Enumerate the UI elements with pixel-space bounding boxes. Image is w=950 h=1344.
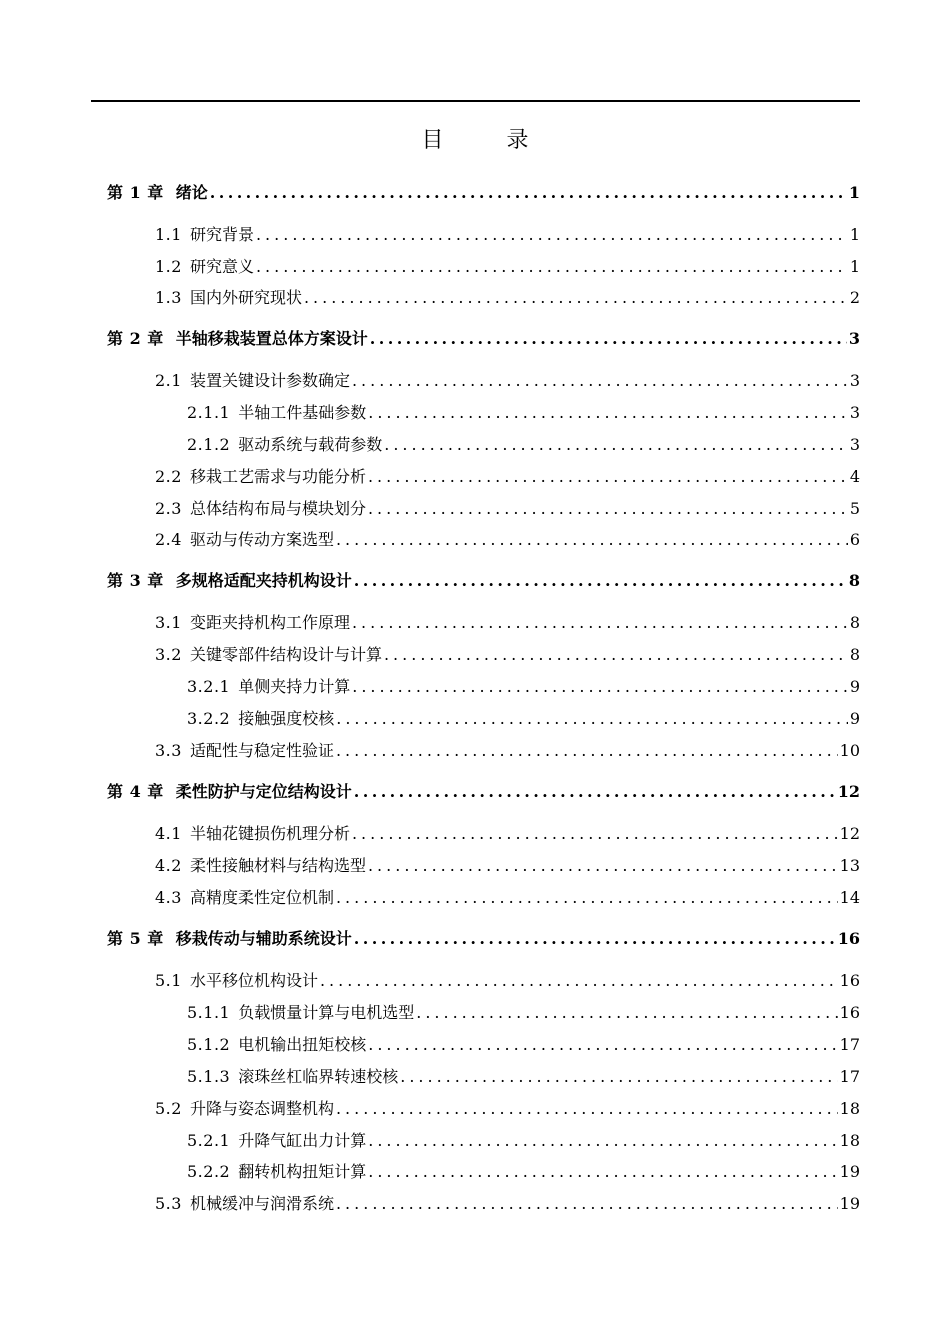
toc-dot-leader bbox=[368, 1162, 837, 1181]
toc-page-number: 13 bbox=[839, 856, 860, 875]
toc-dot-leader bbox=[352, 613, 848, 632]
toc-entry-title: 驱动系统与载荷参数 bbox=[238, 435, 383, 454]
toc-dot-leader bbox=[354, 929, 836, 948]
toc-dot-leader bbox=[336, 888, 838, 907]
toc-page-number: 17 bbox=[839, 1035, 860, 1054]
toc-entry-title: 驱动与传动方案选型 bbox=[189, 530, 334, 549]
toc-entry-title: 关键零部件结构设计与计算 bbox=[189, 645, 382, 664]
toc-page-number: 8 bbox=[849, 613, 860, 632]
toc-entry-number: 5.1.2 bbox=[187, 1035, 231, 1054]
toc-dot-leader bbox=[256, 257, 848, 276]
toc-dot-leader bbox=[354, 571, 847, 590]
toc-entry-title: 多规格适配夹持机构设计 bbox=[175, 571, 352, 590]
toc-entry-number: 5.3 bbox=[155, 1194, 182, 1213]
toc-page-number: 19 bbox=[839, 1162, 860, 1181]
toc-entry-title: 变距夹持机构工作原理 bbox=[189, 613, 350, 632]
toc-section-entry[interactable] bbox=[155, 610, 860, 633]
toc-page-number: 16 bbox=[839, 1003, 860, 1022]
toc-dot-leader bbox=[336, 1194, 838, 1213]
toc-page-number: 9 bbox=[849, 677, 860, 696]
toc-entry-title: 翻转机构扭矩计算 bbox=[238, 1162, 367, 1181]
toc-entry-title: 研究意义 bbox=[189, 257, 254, 276]
toc-section-entry[interactable] bbox=[187, 674, 860, 697]
toc-dot-leader bbox=[416, 1003, 837, 1022]
toc-dot-leader bbox=[320, 971, 838, 990]
toc-dot-leader bbox=[370, 329, 847, 348]
toc-section-entry[interactable] bbox=[187, 400, 860, 423]
toc-entry-title: 升降与姿态调整机构 bbox=[189, 1099, 334, 1118]
toc-entry-title: 总体结构布局与模块划分 bbox=[189, 499, 366, 518]
toc-entry-number: 5.1.1 bbox=[187, 1003, 231, 1022]
toc-entry-title: 绪论 bbox=[175, 183, 208, 202]
toc-page-number: 2 bbox=[849, 288, 860, 307]
toc-dot-leader bbox=[368, 467, 848, 486]
toc-entry-number: 第 5 章 bbox=[107, 929, 164, 948]
toc-dot-leader bbox=[368, 1131, 837, 1150]
toc-dot-leader bbox=[384, 435, 848, 454]
toc-page-number: 17 bbox=[839, 1067, 860, 1086]
toc-section-entry[interactable] bbox=[155, 464, 860, 487]
toc-section-entry[interactable] bbox=[155, 1191, 860, 1214]
toc-page-number: 10 bbox=[839, 741, 860, 760]
toc-section-entry[interactable] bbox=[155, 254, 860, 277]
toc-entry-title: 半轴移栽装置总体方案设计 bbox=[175, 329, 368, 348]
toc-chapter-entry[interactable] bbox=[107, 568, 860, 591]
toc-page-number: 3 bbox=[849, 371, 860, 390]
toc-entry-number: 2.3 bbox=[155, 499, 182, 518]
toc-section-entry[interactable] bbox=[187, 1000, 860, 1023]
toc-entry-number: 4.1 bbox=[155, 824, 182, 843]
toc-page-number: 16 bbox=[837, 929, 860, 948]
toc-entry-number: 第 3 章 bbox=[107, 571, 164, 590]
toc-dot-leader bbox=[352, 371, 848, 390]
toc-page-number: 18 bbox=[839, 1099, 860, 1118]
toc-entry-number: 3.2.2 bbox=[187, 709, 231, 728]
toc-page-number: 9 bbox=[849, 709, 860, 728]
toc-entry-title: 移栽传动与辅助系统设计 bbox=[175, 929, 352, 948]
toc-dot-leader bbox=[336, 1099, 838, 1118]
toc-entry-number: 4.3 bbox=[155, 888, 182, 907]
toc-entry-number: 5.1.3 bbox=[187, 1067, 231, 1086]
toc-entry-title: 高精度柔性定位机制 bbox=[189, 888, 334, 907]
toc-page-number: 3 bbox=[849, 403, 860, 422]
toc-page-number: 1 bbox=[849, 225, 860, 244]
toc-dot-leader bbox=[368, 856, 838, 875]
toc-page-number: 16 bbox=[839, 971, 860, 990]
toc-page-number: 3 bbox=[849, 435, 860, 454]
toc-entry-title: 柔性防护与定位结构设计 bbox=[175, 782, 352, 801]
toc-entry-title: 电机输出扭矩校核 bbox=[238, 1035, 367, 1054]
toc-dot-leader bbox=[384, 645, 848, 664]
toc-entry-title: 适配性与稳定性验证 bbox=[189, 741, 334, 760]
toc-entry-title: 负载惯量计算与电机选型 bbox=[238, 1003, 415, 1022]
toc-chapter-entry[interactable] bbox=[107, 926, 860, 949]
toc-entry-number: 2.4 bbox=[155, 530, 182, 549]
toc-entry-title: 单侧夹持力计算 bbox=[238, 677, 351, 696]
toc-section-entry[interactable] bbox=[155, 738, 860, 761]
toc-entry-title: 机械缓冲与润滑系统 bbox=[189, 1194, 334, 1213]
toc-entry-number: 3.2.1 bbox=[187, 677, 231, 696]
toc-page-number: 12 bbox=[839, 824, 860, 843]
toc-entry-number: 1.3 bbox=[155, 288, 182, 307]
toc-entry-number: 3.3 bbox=[155, 741, 182, 760]
toc-page-number: 12 bbox=[837, 782, 860, 801]
toc-dot-leader bbox=[336, 741, 838, 760]
toc-section-entry[interactable] bbox=[187, 1159, 860, 1182]
toc-section-entry[interactable] bbox=[155, 821, 860, 844]
header-rule bbox=[91, 100, 860, 102]
toc-section-entry[interactable] bbox=[155, 1096, 860, 1119]
toc-dot-leader bbox=[368, 499, 848, 518]
toc-entry-number: 5.2.1 bbox=[187, 1131, 231, 1150]
toc-entry-title: 装置关键设计参数确定 bbox=[189, 371, 350, 390]
toc-page-number: 19 bbox=[839, 1194, 860, 1213]
toc-section-entry[interactable] bbox=[187, 432, 860, 455]
toc-section-entry[interactable] bbox=[155, 222, 860, 245]
toc-section-entry[interactable] bbox=[155, 642, 860, 665]
toc-dot-leader bbox=[352, 824, 838, 843]
toc-chapter-entry[interactable] bbox=[107, 326, 860, 349]
toc-dot-leader bbox=[336, 530, 848, 549]
toc-entry-title: 半轴工件基础参数 bbox=[238, 403, 367, 422]
toc-entry-title: 接触强度校核 bbox=[238, 709, 335, 728]
toc-section-entry[interactable] bbox=[187, 1064, 860, 1087]
toc-entry-number: 5.2.2 bbox=[187, 1162, 231, 1181]
toc-dot-leader bbox=[368, 1035, 837, 1054]
toc-dot-leader bbox=[256, 225, 848, 244]
toc-dot-leader bbox=[352, 677, 848, 696]
toc-entry-title: 升降气缸出力计算 bbox=[238, 1131, 367, 1150]
toc-page-number: 5 bbox=[849, 499, 860, 518]
toc-section-entry[interactable] bbox=[155, 527, 860, 550]
toc-entry-number: 第 1 章 bbox=[107, 183, 164, 202]
toc-section-entry[interactable] bbox=[155, 496, 860, 519]
toc-section-entry[interactable] bbox=[155, 885, 860, 908]
toc-page-number: 8 bbox=[848, 571, 860, 590]
toc-section-entry[interactable] bbox=[155, 853, 860, 876]
toc-entry-title: 水平移位机构设计 bbox=[189, 971, 318, 990]
toc-chapter-entry[interactable] bbox=[107, 779, 860, 802]
toc-section-entry[interactable] bbox=[155, 968, 860, 991]
toc-section-entry[interactable] bbox=[187, 706, 860, 729]
toc-page-number: 4 bbox=[849, 467, 860, 486]
toc-dot-leader bbox=[304, 288, 848, 307]
toc-section-entry[interactable] bbox=[187, 1128, 860, 1151]
toc-page-number: 6 bbox=[849, 530, 860, 549]
toc-entry-title: 移栽工艺需求与功能分析 bbox=[189, 467, 366, 486]
toc-dot-leader bbox=[368, 403, 848, 422]
toc-entry-number: 1.1 bbox=[155, 225, 182, 244]
toc-page-number: 8 bbox=[849, 645, 860, 664]
page-title: 目 录 bbox=[421, 128, 557, 153]
toc-chapter-entry[interactable] bbox=[107, 180, 860, 203]
toc-entry-number: 2.1.1 bbox=[187, 403, 231, 422]
toc-entry-number: 3.2 bbox=[155, 645, 182, 664]
toc-entry-number: 4.2 bbox=[155, 856, 182, 875]
toc-entry-number: 第 4 章 bbox=[107, 782, 164, 801]
toc-entry-title: 滚珠丝杠临界转速校核 bbox=[238, 1067, 399, 1086]
toc-entry-number: 2.1.2 bbox=[187, 435, 231, 454]
toc-entry-title: 半轴花键损伤机理分析 bbox=[189, 824, 350, 843]
toc-dot-leader bbox=[354, 782, 836, 801]
toc-entry-number: 1.2 bbox=[155, 257, 182, 276]
toc-dot-leader bbox=[210, 183, 847, 202]
toc-dot-leader bbox=[336, 709, 848, 728]
toc-page-number: 18 bbox=[839, 1131, 860, 1150]
toc-entry-title: 研究背景 bbox=[189, 225, 254, 244]
toc-page-number: 3 bbox=[848, 329, 860, 348]
toc-entry-number: 2.2 bbox=[155, 467, 182, 486]
toc-entry-title: 柔性接触材料与结构选型 bbox=[189, 856, 366, 875]
toc-entry-title: 国内外研究现状 bbox=[189, 288, 302, 307]
toc-entry-number: 5.2 bbox=[155, 1099, 182, 1118]
toc-entry-number: 5.1 bbox=[155, 971, 182, 990]
toc-page-number: 1 bbox=[849, 257, 860, 276]
toc-dot-leader bbox=[400, 1067, 837, 1086]
toc-section-entry[interactable] bbox=[155, 285, 860, 308]
toc-section-entry[interactable] bbox=[155, 368, 860, 391]
toc-section-entry[interactable] bbox=[187, 1032, 860, 1055]
toc-page-number: 14 bbox=[839, 888, 860, 907]
toc-entry-number: 3.1 bbox=[155, 613, 182, 632]
toc-entry-number: 第 2 章 bbox=[107, 329, 164, 348]
toc-entry-number: 2.1 bbox=[155, 371, 182, 390]
toc-page-number: 1 bbox=[848, 183, 860, 202]
